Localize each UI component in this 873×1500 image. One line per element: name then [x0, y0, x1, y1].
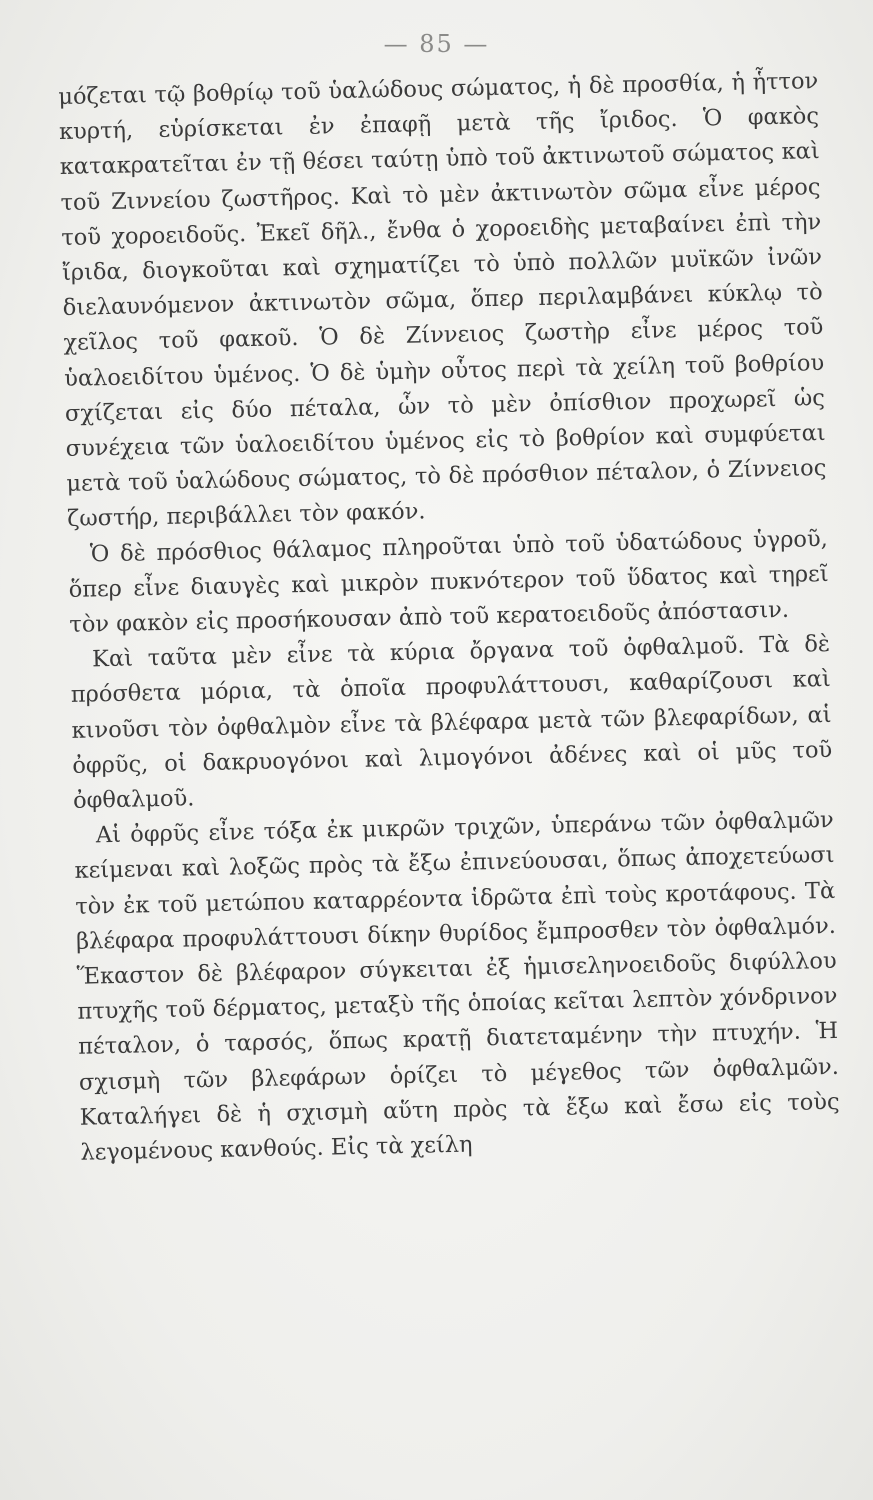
paragraph-2: Ὁ δὲ πρόσθιος θάλαμος πληροῦται ὑπὸ τοῦ ὑδατώδους ὑγροῦ, ὅπερ εἶνε διαυγὲς καὶ μικρὸν πυκνότερον τοῦ ὕδατος καὶ τηρεῖ τὸν φακὸν εἰς προσήκουσαν ἀπὸ τοῦ κερατοειδοῦς ἀπόστασιν. — [68, 525, 829, 638]
paragraph-4: Αἱ ὀφρῦς εἶνε τόξα ἐκ μικρῶν τριχῶν, ὑπεράνω τῶν ὀφθαλμῶν κείμεναι καὶ λοξῶς πρὸς τὰ ἔξω ἐπινεύουσαι, ὅπως ἀποχετεύωσι τὸν ἐκ τοῦ μετώπου καταρρέοντα ἱδρῶτα ἐπὶ τοὺς κροτάφους. Τὰ βλέφαρα προφυλάττουσι δίκην θυρίδος ἔμπροσθεν τὸν ὀφθαλμόν. Ἕκαστον δὲ βλέφαρον σύγκειται ἐξ ἡμισεληνοειδοῦς διφύλλου πτυχῆς τοῦ δέρματος, μεταξὺ τῆς ὁποίας κεῖται λεπτὸν χόνδρινον πέταλον, ὁ ταρσός, ὅπως κρατῇ διατεταμένην τὴν πτυχήν. Ἡ σχισμὴ τῶν βλεφάρων ὁρίζει τὸ μέγεθος τῶν ὀφθαλμῶν. Καταλήγει δὲ ἡ σχισμὴ αὕτη πρὸς τὰ ἔξω καὶ ἔσω εἰς τοὺς λεγομένους κανθούς. Εἰς τὰ χείλη — [74, 807, 840, 1166]
paragraph-1: μόζεται τῷ βοθρίῳ τοῦ ὑαλώδους σώματος, ἡ δὲ προσθία, ἡ ἧττον κυρτή, εὑρίσκεται ἐν ἐπαφῇ μετὰ τῆς ἴριδος. Ὁ φακὸς κατακρατεῖται ἐν τῇ θέσει ταύτῃ ὑπὸ τοῦ ἀκτινωτοῦ σώματος καὶ τοῦ Ζιννείου ζωστῆρος. Καὶ τὸ μὲν ἀκτινωτὸν σῶμα εἶνε μέρος τοῦ χοροειδοῦς. Ἐκεῖ δῆλ., ἔνθα ὁ χοροειδὴς μεταβαίνει ἐπὶ τὴν ἴριδα, διογκοῦται καὶ σχηματίζει τὸ ὑπὸ πολλῶν μυϊκῶν ἰνῶν διελαυνόμενον ἀκτινωτὸν σῶμα, ὅπερ περιλαμβάνει κύκλῳ τὸ χεῖλος τοῦ φακοῦ. Ὁ δὲ Ζίννειος ζωστὴρ εἶνε μέρος τοῦ ὑαλοειδίτου ὑμένος. Ὁ δὲ ὑμὴν οὗτος περὶ τὰ χείλη τοῦ βοθρίου σχίζεται εἰς δύο πέταλα, ὧν τὸ μὲν ὀπίσθιον προχωρεῖ ὡς συνέχεια τῶν ὑαλοειδίτου ὑμένος εἰς τὸ βοθρίον καὶ συμφύεται μετὰ τοῦ ὑαλώδους σώματος, τὸ δὲ πρόσθιον πέταλον, ὁ Ζίννειος ζωστήρ, περιβάλλει τὸν φακόν. — [58, 68, 827, 533]
body-text — [58, 64, 841, 1171]
page-number: — 85 — — [383, 30, 490, 58]
paragraph-3: Καὶ ταῦτα μὲν εἶνε τὰ κύρια ὄργανα τοῦ ὀφθαλμοῦ. Τὰ δὲ πρόσθετα μόρια, τὰ ὁποῖα προφυλάττουσι, καθαρίζουσι καὶ κινοῦσι τὸν ὀφθαλμὸν εἶνε τὰ βλέφαρα μετὰ τῶν βλεφαρίδων, αἱ ὀφρῦς, οἱ δακρυογόνοι καὶ λιμογόνοι ἀδένες καὶ οἱ μῦς τοῦ ὀφθαλμοῦ. — [70, 631, 833, 814]
